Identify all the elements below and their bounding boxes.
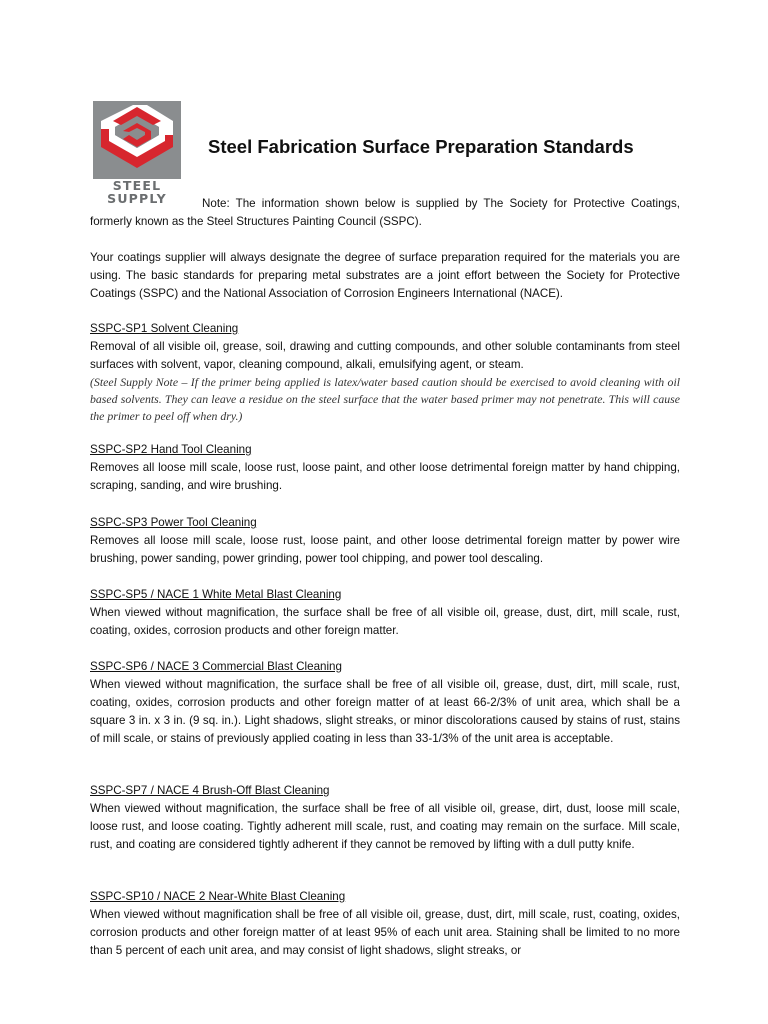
logo-mark-icon — [93, 101, 181, 179]
steel-supply-logo — [93, 101, 181, 209]
steel-supply-note: (Steel Supply Note – If the primer being applied is latex/water based caution should be exercised to avoid cleaning with oil based solvents. They can leave a residue on the steel surface that the water based primer may not penetrate. This will cause the primer to peel off when dry.) — [90, 375, 680, 423]
logo-text-steel: STEEL — [112, 178, 162, 193]
section-heading: SSPC-SP6 / NACE 3 Commercial Blast Cleaning — [90, 660, 342, 673]
section-heading: SSPC-SP7 / NACE 4 Brush-Off Blast Cleaning — [90, 784, 330, 797]
section-sp10 — [90, 888, 680, 960]
page-title: Steel Fabrication Surface Preparation Standards — [208, 136, 634, 157]
section-sp5 — [90, 586, 680, 640]
section-body: Removal of all visible oil, grease, soil, drawing and cutting compounds, and other soluble contaminants from steel surfaces with solvent, vapor, cleaning compound, alkali, emulsifying agent, or steam. — [90, 340, 680, 371]
sspc-note-text: Note: The information shown below is supplied by The Society for Protective Coatings, formerly known as the Steel Structures Painting Council (SSPC). — [90, 197, 680, 228]
section-heading: SSPC-SP2 Hand Tool Cleaning — [90, 443, 252, 456]
section-heading: SSPC-SP3 Power Tool Cleaning — [90, 516, 257, 529]
section-heading: SSPC-SP5 / NACE 1 White Metal Blast Cleaning — [90, 588, 342, 601]
section-body: When viewed without magnification, the surface shall be free of all visible oil, grease, dirt, dust, loose mill scale, loose rust, and loose coating. Tightly adherent mill scale, rust, and coating may remain on the surface. Mill scale, rust, and coating are considered tightly adherent if they cannot be removed by lifting with a dull putty knife. — [90, 802, 680, 851]
section-sp2 — [90, 441, 680, 495]
section-sp7 — [90, 782, 680, 854]
intro-paragraph: Your coatings supplier will always designate the degree of surface preparation required for the materials you are using. The basic standards for preparing metal substrates are a joint effort between the Society for Protective Coatings (SSPC) and the National Association of Corrosion Engineers International (NACE). — [90, 251, 680, 300]
section-body: When viewed without magnification shall be free of all visible oil, grease, dust, dirt, mill scale, rust, coating, oxides, corrosion products and other foreign matter of at least 95% of each unit area. Staining shall be limited to no more than 5 percent of each unit area, and may consist of light shadows, slight streaks, or — [90, 908, 680, 957]
section-body: When viewed without magnification, the surface shall be free of all visible oil, grease, dust, dirt, mill scale, rust, coating, oxides, corrosion products and other foreign matter. — [90, 606, 680, 637]
section-heading: SSPC-SP1 Solvent Cleaning — [90, 322, 239, 335]
sspc-note — [90, 195, 680, 231]
section-heading: SSPC-SP10 / NACE 2 Near-White Blast Cleaning — [90, 890, 346, 903]
section-body: Removes all loose mill scale, loose rust, loose paint, and other loose detrimental foreign matter by hand chipping, scraping, sanding, and wire brushing. — [90, 461, 680, 492]
section-sp6 — [90, 658, 680, 748]
section-body: When viewed without magnification, the surface shall be free of all visible oil, grease, dust, dirt, mill scale, rust, coating, oxides, corrosion products and other foreign matter of at least 66-2/3% of unit area, which shall be a square 3 in. x 3 in. (9 sq. in.). Light shadows, slight streaks, or minor discolorations caused by stains of rust, stains of mill scale, or stains of previously applied coating in less than 33-1/3% of the unit area is acceptable. — [90, 678, 680, 745]
section-sp3 — [90, 514, 680, 568]
section-sp1 — [90, 320, 680, 425]
section-body: Removes all loose mill scale, loose rust, loose paint, and other loose detrimental foreign matter by power wire brushing, power sanding, power grinding, power tool chipping, and power tool descaling. — [90, 534, 680, 565]
logo-text-supply: SUPPLY — [107, 191, 167, 206]
